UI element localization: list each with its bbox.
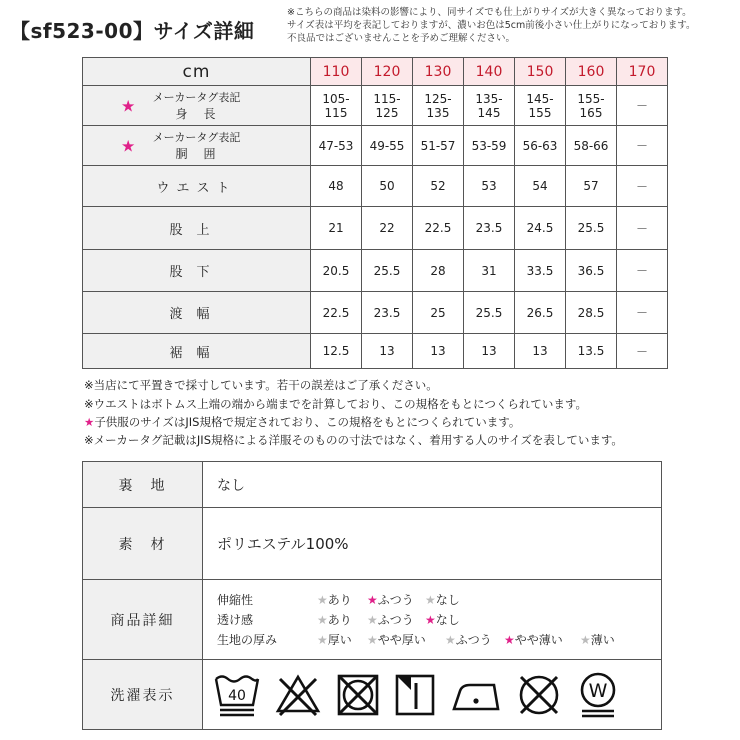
table-cell: 33.5 — [515, 250, 566, 292]
table-row — [83, 166, 668, 207]
size-170: 170 — [617, 58, 668, 86]
footnote: ★子供服のサイズはJIS規格で規定されており、この規格をもとにつくられています。 — [84, 415, 521, 429]
detail-option: ★やや厚い — [367, 632, 426, 647]
material-label: 素 材 — [83, 508, 203, 580]
table-cell: 52 — [413, 166, 464, 207]
detail-option: ★ふつう — [445, 632, 492, 647]
detail-option: ★あり — [317, 592, 352, 607]
detail-option: ★なし — [425, 592, 460, 607]
table-cell: 49-55 — [362, 126, 413, 166]
detail-option: ★やや薄い — [504, 632, 563, 647]
table-cell: 115-125 — [362, 86, 413, 126]
row-label-waist: ウエスト — [83, 166, 311, 207]
table-cell: 53 — [464, 166, 515, 207]
detail-sheerness — [217, 612, 660, 628]
size-120: 120 — [362, 58, 413, 86]
table-cell: 21 — [311, 207, 362, 250]
size-150: 150 — [515, 58, 566, 86]
table-cell: 12.5 — [311, 334, 362, 369]
star-icon: ★ — [84, 415, 95, 429]
row-label-bottom: 身 長 — [175, 107, 218, 121]
page-title: 【sf523-00】サイズ詳細 — [10, 19, 255, 43]
table-row — [83, 86, 668, 126]
detail-name: 生地の厚み — [217, 632, 278, 647]
table-cell: 22.5 — [311, 292, 362, 334]
size-header-row — [83, 58, 668, 86]
note-line-1: ※こちらの商品は染料の影響により、同サイズでも仕上がりサイズが大きく異なっております。 — [287, 7, 692, 18]
row-label-bottom: 胴 囲 — [175, 147, 218, 161]
info-row-care — [83, 660, 662, 730]
table-cell: 145-155 — [515, 86, 566, 126]
table-row — [83, 126, 668, 166]
table-cell: 51-57 — [413, 126, 464, 166]
table-cell: 53-59 — [464, 126, 515, 166]
row-label-thigh: 渡幅 — [83, 292, 311, 334]
row-label-waist-size — [83, 126, 311, 166]
table-cell: 54 — [515, 166, 566, 207]
unit-label: cm — [83, 58, 311, 86]
detail-name: 透け感 — [217, 612, 254, 627]
detail-option: ★厚い — [317, 632, 352, 647]
table-row — [83, 250, 668, 292]
no-bleach-icon — [274, 673, 322, 717]
table-cell: 20.5 — [311, 250, 362, 292]
line-dry-shade-icon — [394, 673, 436, 717]
note-line-2: サイズ表は平均を表記しておりますが、濃いお色は5cm前後小さい仕上がりになっております。 — [287, 20, 696, 31]
detail-name: 伸縮性 — [217, 592, 254, 607]
table-cell: 24.5 — [515, 207, 566, 250]
table-cell: 56-63 — [515, 126, 566, 166]
care-icons — [203, 660, 662, 730]
wash-40-gentle-icon — [214, 673, 260, 717]
table-cell: － — [617, 166, 668, 207]
detail-thickness — [217, 632, 660, 648]
table-cell: 57 — [566, 166, 617, 207]
detail-option: ★なし — [425, 612, 460, 627]
info-row-lining — [83, 462, 662, 508]
footnote: ※メーカータグ記載はJIS規格による洋服そのものの寸法ではなく、着用する人のサイズを表しています。 — [84, 433, 623, 447]
star-icon: ★ — [121, 136, 136, 155]
no-tumble-dry-icon — [336, 673, 380, 717]
care-label: 洗濯表示 — [83, 660, 203, 730]
table-cell: － — [617, 207, 668, 250]
row-label-inseam: 股下 — [83, 250, 311, 292]
lining-label: 裏 地 — [83, 462, 203, 508]
row-label-hem: 裾幅 — [83, 334, 311, 369]
table-row — [83, 207, 668, 250]
table-cell: 13 — [413, 334, 464, 369]
table-cell: 26.5 — [515, 292, 566, 334]
product-info-table — [82, 461, 662, 730]
material-value: ポリエステル100% — [203, 508, 662, 580]
table-cell: 31 — [464, 250, 515, 292]
detail-option: ★ふつう — [367, 612, 414, 627]
table-cell: 23.5 — [362, 292, 413, 334]
detail-stretch — [217, 592, 660, 608]
details-label: 商品詳細 — [83, 580, 203, 660]
table-cell: 135-145 — [464, 86, 515, 126]
table-row — [83, 334, 668, 369]
size-110: 110 — [311, 58, 362, 86]
row-label-rise: 股上 — [83, 207, 311, 250]
iron-low-icon — [450, 673, 502, 717]
table-cell: 25.5 — [464, 292, 515, 334]
details-list — [203, 580, 662, 660]
table-cell: 22 — [362, 207, 413, 250]
table-cell: 58-66 — [566, 126, 617, 166]
table-cell: － — [617, 86, 668, 126]
table-cell: 105-115 — [311, 86, 362, 126]
lining-value: なし — [203, 462, 662, 508]
table-cell: 13.5 — [566, 334, 617, 369]
info-row-material — [83, 508, 662, 580]
table-cell: － — [617, 292, 668, 334]
table-cell: 23.5 — [464, 207, 515, 250]
table-cell: 25.5 — [362, 250, 413, 292]
info-row-details — [83, 580, 662, 660]
table-cell: 25 — [413, 292, 464, 334]
table-cell: 125-135 — [413, 86, 464, 126]
footnote: ※当店にて平置きで採寸しています。若干の誤差はご了承ください。 — [84, 378, 438, 392]
table-cell: 13 — [362, 334, 413, 369]
note-line-3: 不良品ではございませんことを予めご理解ください。 — [287, 33, 516, 44]
table-cell: 13 — [515, 334, 566, 369]
size-130: 130 — [413, 58, 464, 86]
svg-text:W: W — [588, 679, 608, 702]
table-cell: － — [617, 250, 668, 292]
table-cell: 155-165 — [566, 86, 617, 126]
row-label-top: メーカータグ表記 — [152, 131, 241, 144]
size-table — [82, 57, 668, 369]
table-cell: 50 — [362, 166, 413, 207]
detail-option: ★あり — [317, 612, 352, 627]
table-cell: 22.5 — [413, 207, 464, 250]
footnote: ※ウエストはボトムス上端の端から端までを計算しており、この規格をもとにつくられています。 — [84, 397, 587, 411]
table-cell: 47-53 — [311, 126, 362, 166]
row-label-height — [83, 86, 311, 126]
row-label-top: メーカータグ表記 — [152, 91, 241, 104]
star-icon: ★ — [121, 96, 136, 115]
size-160: 160 — [566, 58, 617, 86]
table-cell: － — [617, 126, 668, 166]
table-row — [83, 292, 668, 334]
svg-text:40: 40 — [228, 687, 246, 704]
table-cell: 48 — [311, 166, 362, 207]
wet-clean-gentle-icon — [576, 671, 620, 719]
table-cell: 13 — [464, 334, 515, 369]
detail-option: ★薄い — [580, 632, 615, 647]
detail-option: ★ふつう — [367, 592, 414, 607]
table-cell: 36.5 — [566, 250, 617, 292]
size-140: 140 — [464, 58, 515, 86]
table-cell: － — [617, 334, 668, 369]
table-cell: 28.5 — [566, 292, 617, 334]
table-cell: 28 — [413, 250, 464, 292]
table-cell: 25.5 — [566, 207, 617, 250]
no-dry-clean-icon — [516, 672, 562, 718]
